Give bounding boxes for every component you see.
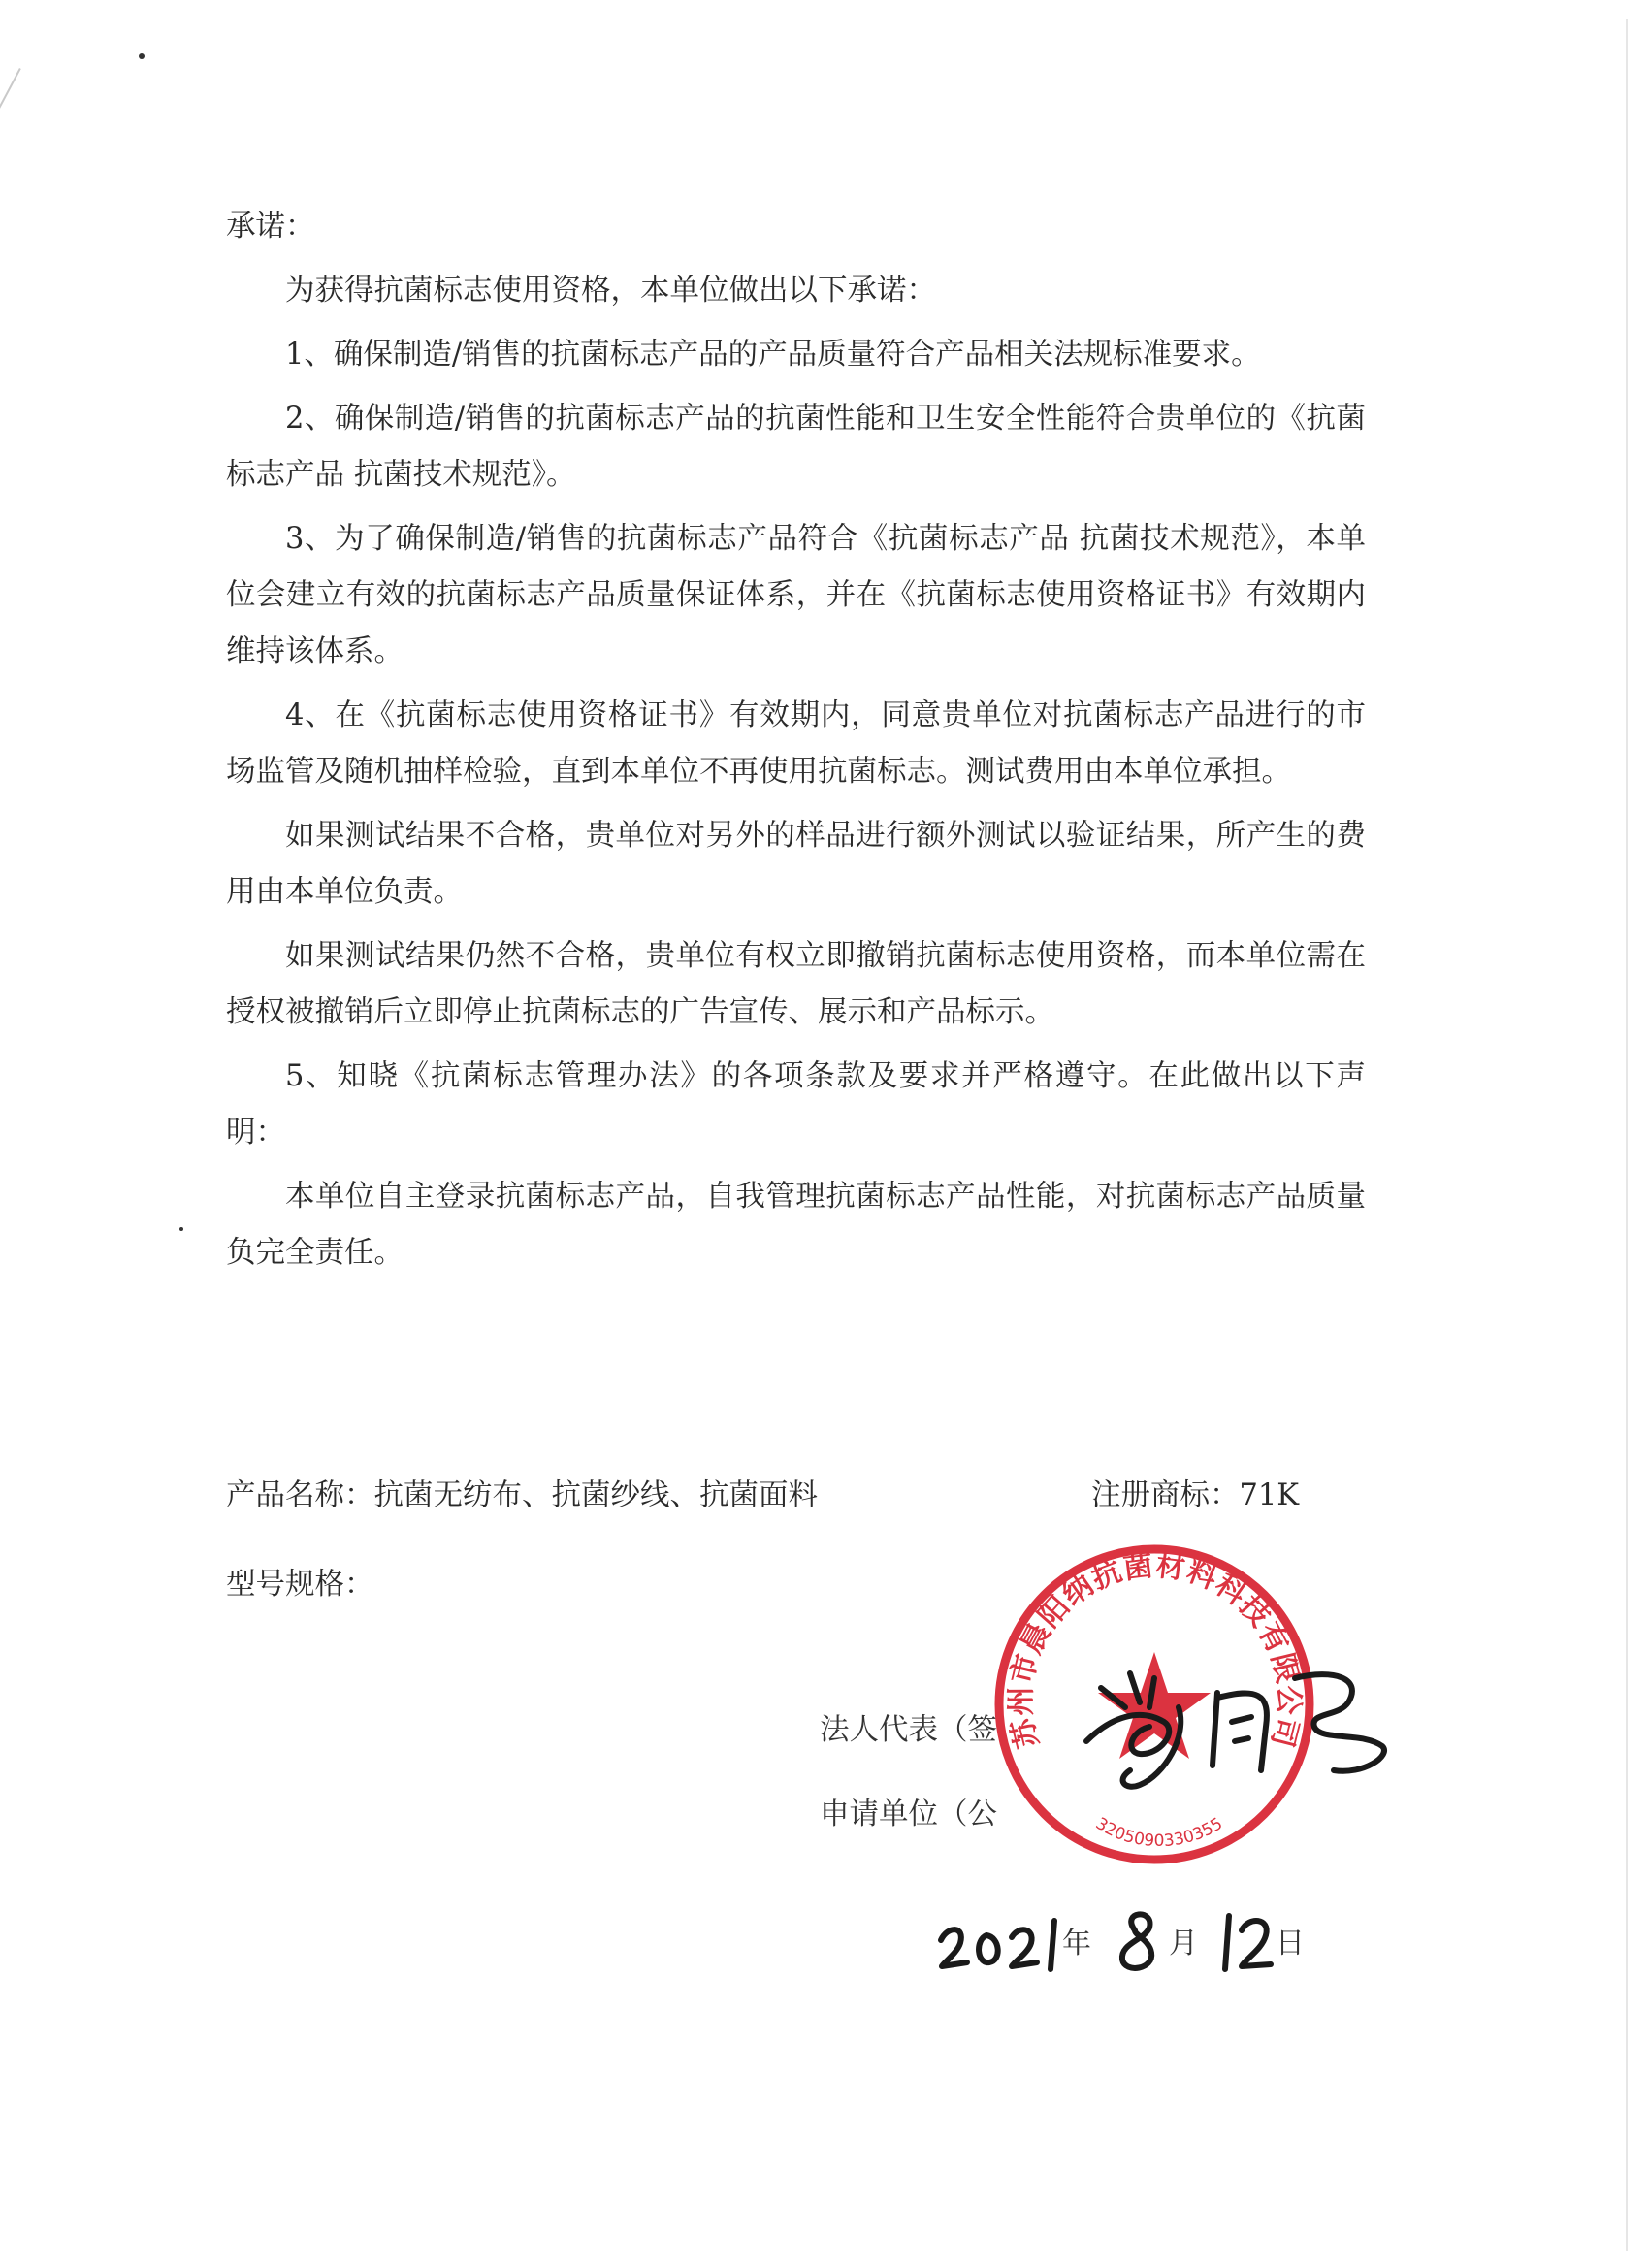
handwritten-signature [1072, 1649, 1402, 1799]
date-month-unit: 月 [1169, 1927, 1198, 1960]
product-name-label: 产品名称： [226, 1478, 374, 1512]
commitment-body [226, 199, 1366, 1289]
paragraph: 5、知晓《抗菌标志管理办法》的各项条款及要求并严格遵守。在此做出以下声明： [226, 1059, 1366, 1150]
trademark-field [1091, 1471, 1299, 1513]
paragraph: 2、确保制造/销售的抗菌标志产品的抗菌性能和卫生安全性能符合贵单位的《抗菌标志产品 抗菌技术规范》。 [226, 402, 1366, 492]
trademark-label: 注册商标： [1091, 1478, 1240, 1512]
product-name-value: 抗菌无纺布、抗菌纱线、抗菌面料 [373, 1478, 818, 1512]
seal-number-text: 3205090330355 [1091, 1814, 1227, 1852]
seal-company-text: 苏州市晨阳纳抗菌材料科技有限公司 [1004, 1548, 1306, 1752]
paragraph: 1、确保制造/销售的抗菌标志产品的产品质量符合产品相关法规标准要求。 [285, 338, 1261, 372]
paragraph: 如果测试结果不合格，贵单位对另外的样品进行额外测试以验证结果，所产生的费用由本单位负责。 [226, 819, 1366, 909]
scan-speck [139, 53, 145, 59]
commitment-heading: 承诺： [226, 210, 315, 243]
paragraph: 3、为了确保制造/销售的抗菌标志产品符合《抗菌标志产品 抗菌技术规范》，本单位会建立有效的抗菌标志产品质量保证体系，并在《抗菌标志使用资格证书》有效期内维持该体系。 [226, 522, 1366, 668]
date-day-unit: 日 [1276, 1927, 1305, 1960]
legal-rep-label: 法人代表（签 [820, 1713, 997, 1747]
paragraph: 本单位自主登录抗菌标志产品，自我管理抗菌标志产品性能，对抗菌标志产品质量负完全责任。 [226, 1180, 1366, 1270]
scan-artifact-line [0, 68, 21, 266]
paragraph: 如果测试结果仍然不合格，贵单位有权立即撤销抗菌标志使用资格，而本单位需在授权被撤销后立即停止抗菌标志的广告宣传、展示和产品标示。 [226, 939, 1366, 1029]
trademark-value: 71K [1239, 1478, 1300, 1512]
handwritten-date [936, 1896, 1305, 1984]
applicant-label: 申请单位（公 [820, 1798, 997, 1831]
model-spec-label: 型号规格： [226, 1568, 374, 1602]
scan-speck [179, 1227, 183, 1231]
model-spec-field [226, 1560, 374, 1603]
product-name-field [226, 1471, 818, 1513]
scan-edge-shadow [1626, 19, 1628, 2251]
paragraph: 为获得抗菌标志使用资格，本单位做出以下承诺： [285, 274, 936, 308]
date-year-unit: 年 [1062, 1927, 1091, 1960]
paragraph: 4、在《抗菌标志使用资格证书》有效期内，同意贵单位对抗菌标志产品进行的市场监管及随机抽样检验，直到本单位不再使用抗菌标志。测试费用由本单位承担。 [226, 698, 1366, 789]
